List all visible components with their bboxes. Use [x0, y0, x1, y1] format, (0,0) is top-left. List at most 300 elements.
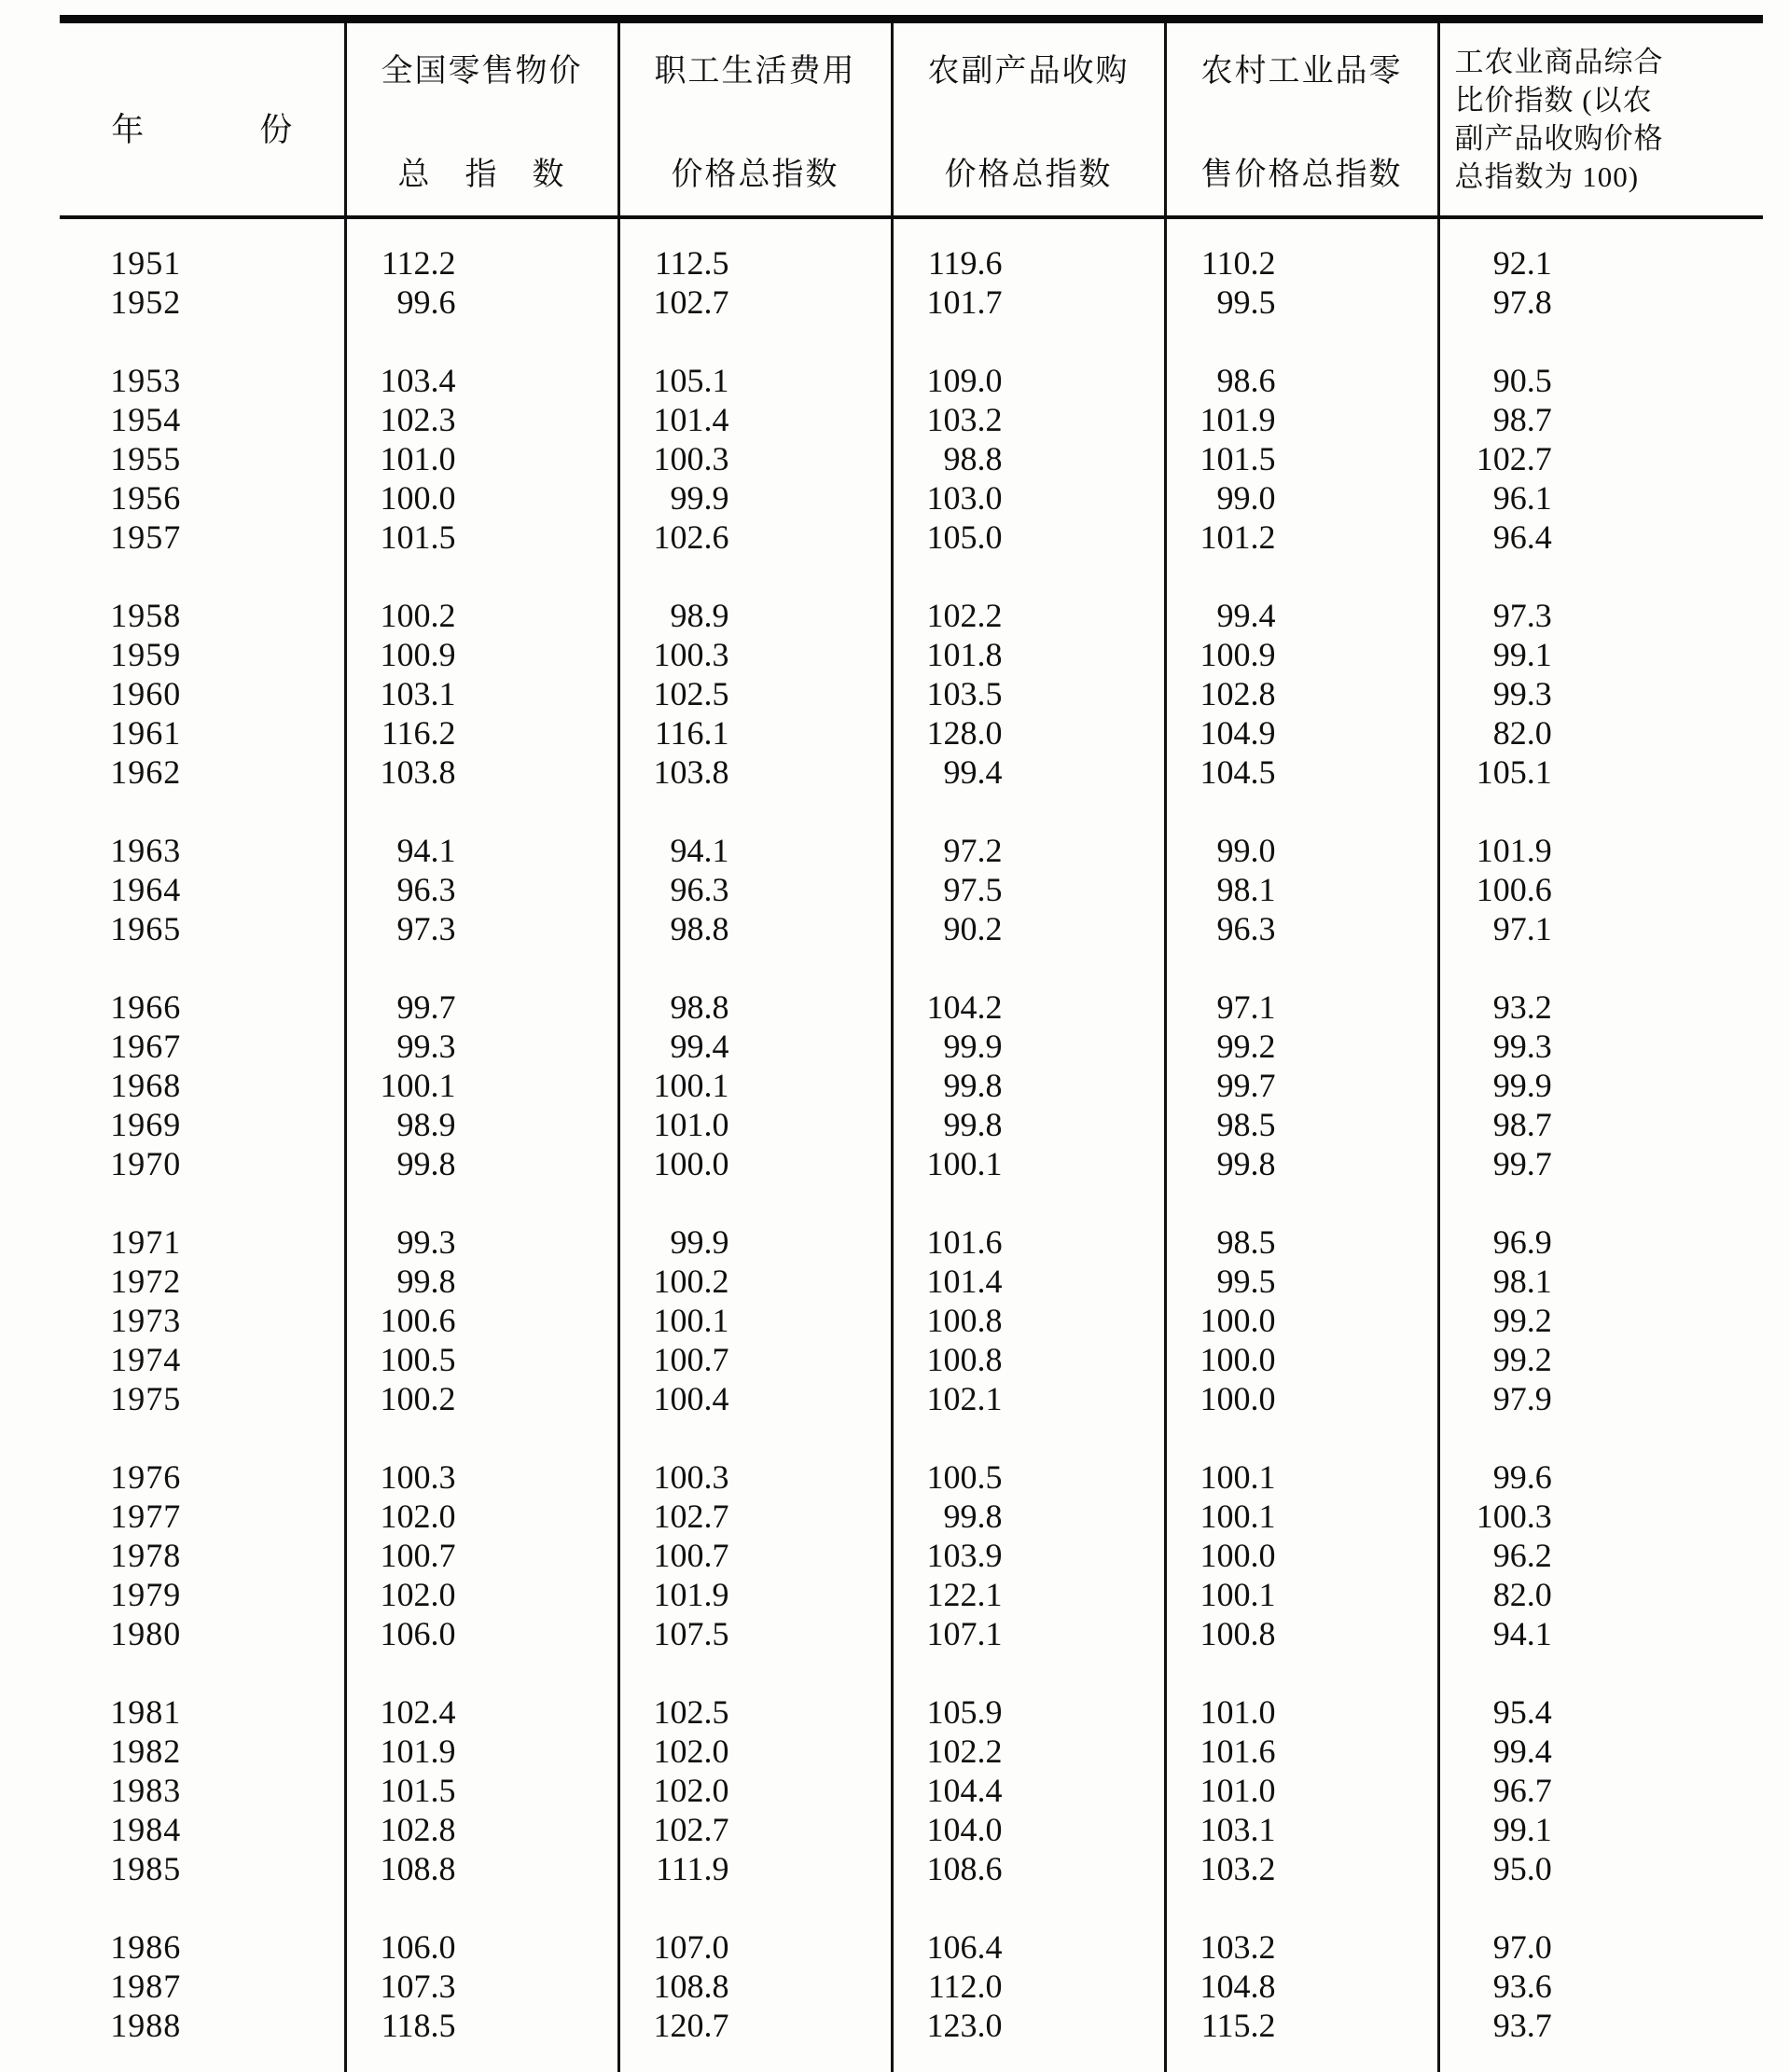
year-value: 1972	[110, 1263, 182, 1300]
year-cell	[60, 1027, 345, 1066]
year-cell	[60, 1849, 345, 1888]
index-value: 112.0	[927, 1968, 1003, 2005]
year-cell	[60, 1262, 345, 1301]
value-cell	[618, 1771, 892, 1810]
value-cell	[345, 1536, 618, 1575]
column-label	[894, 23, 1164, 215]
value-cell	[618, 1497, 892, 1536]
value-cell	[345, 988, 618, 1027]
spacer-cell	[60, 217, 345, 243]
value-cell	[1438, 909, 1763, 948]
value-cell	[892, 1575, 1165, 1614]
year-cell	[60, 1301, 345, 1340]
index-value: 98.8	[943, 440, 1003, 477]
index-value: 100.0	[1200, 1341, 1276, 1378]
year-label-part: 年	[111, 112, 145, 148]
index-value: 99.1	[1492, 636, 1552, 673]
value-cell	[345, 2006, 618, 2045]
value-cell	[345, 1575, 618, 1614]
index-value: 97.3	[1492, 597, 1552, 634]
value-cell	[1438, 478, 1763, 518]
value-cell	[1165, 1497, 1438, 1536]
index-value: 101.0	[380, 440, 456, 477]
year-value: 1955	[110, 440, 182, 477]
index-value: 96.3	[396, 871, 456, 908]
table-row	[60, 1732, 1763, 1771]
value-cell	[892, 400, 1165, 439]
value-cell	[892, 1849, 1165, 1888]
value-cell	[618, 713, 892, 753]
value-cell	[345, 1027, 618, 1066]
value-cell	[345, 596, 618, 635]
column-label-line: 比价指数 (以农	[1454, 84, 1653, 117]
year-cell	[60, 1340, 345, 1379]
value-cell	[1438, 1497, 1763, 1536]
index-value: 102.5	[653, 675, 729, 712]
year-cell	[60, 1771, 345, 1810]
index-value: 103.1	[1200, 1811, 1276, 1848]
value-cell	[1438, 713, 1763, 753]
value-cell	[618, 361, 892, 400]
value-cell	[618, 478, 892, 518]
index-value: 105.1	[653, 362, 729, 399]
spacer-cell	[892, 1888, 1165, 1927]
index-value: 100.1	[653, 1302, 729, 1339]
value-cell	[892, 1497, 1165, 1536]
value-cell	[618, 1732, 892, 1771]
index-value: 101.2	[1200, 518, 1276, 556]
value-cell	[892, 2006, 1165, 2045]
spacer-cell	[1438, 792, 1763, 831]
table-row	[60, 1262, 1763, 1301]
value-cell	[618, 1849, 892, 1888]
index-value: 99.9	[670, 1223, 729, 1261]
index-value: 100.1	[380, 1067, 456, 1104]
spacer-cell	[892, 1418, 1165, 1457]
year-value: 1980	[110, 1615, 182, 1652]
header-national-retail-price-index	[345, 20, 618, 218]
value-cell	[618, 1575, 892, 1614]
year-value: 1960	[110, 675, 182, 712]
year-value: 1958	[110, 597, 182, 634]
value-cell	[618, 1340, 892, 1379]
table-row	[60, 1692, 1763, 1732]
value-cell	[1438, 1771, 1763, 1810]
year-value: 1963	[110, 832, 182, 869]
index-value: 97.1	[1492, 910, 1552, 947]
index-value: 108.8	[653, 1968, 729, 2005]
table-body	[60, 217, 1763, 2072]
index-value: 103.2	[1200, 1928, 1276, 1966]
index-value: 101.8	[926, 636, 1003, 673]
index-value: 103.5	[926, 675, 1003, 712]
index-value: 104.4	[926, 1772, 1003, 1809]
value-cell	[1165, 1692, 1438, 1732]
value-cell	[1438, 1066, 1763, 1105]
value-cell	[345, 1967, 618, 2006]
index-value: 112.2	[381, 244, 456, 282]
spacer-cell	[618, 2045, 892, 2072]
value-cell	[618, 518, 892, 557]
spacer-cell	[892, 792, 1165, 831]
value-cell	[1165, 1536, 1438, 1575]
index-value: 103.4	[380, 362, 456, 399]
value-cell	[892, 1771, 1165, 1810]
year-value: 1978	[110, 1537, 182, 1574]
spacer-cell	[60, 1653, 345, 1692]
group-gap-row	[60, 1183, 1763, 1222]
year-value: 1952	[110, 283, 182, 321]
table-row	[60, 1457, 1763, 1497]
value-cell	[345, 361, 618, 400]
value-cell	[345, 1262, 618, 1301]
value-cell	[1165, 1144, 1438, 1183]
year-cell	[60, 1575, 345, 1614]
value-cell	[1438, 1536, 1763, 1575]
index-value: 100.2	[380, 597, 456, 634]
index-value: 100.8	[926, 1302, 1003, 1339]
spacer-cell	[618, 322, 892, 361]
value-cell	[1438, 1301, 1763, 1340]
spacer-cell	[60, 1183, 345, 1222]
year-cell	[60, 478, 345, 518]
value-cell	[345, 243, 618, 283]
spacer-cell	[1165, 948, 1438, 988]
table-row	[60, 909, 1763, 948]
index-value: 99.3	[1492, 1028, 1552, 1065]
value-cell	[618, 635, 892, 674]
value-cell	[1438, 674, 1763, 713]
value-cell	[1165, 1027, 1438, 1066]
value-cell	[1438, 361, 1763, 400]
value-cell	[618, 1692, 892, 1732]
year-value: 1974	[110, 1341, 182, 1378]
spacer-cell	[1438, 1653, 1763, 1692]
value-cell	[1165, 596, 1438, 635]
spacer-cell	[60, 1888, 345, 1927]
value-cell	[892, 831, 1165, 870]
index-value: 100.0	[380, 479, 456, 517]
index-value: 99.0	[1216, 479, 1276, 517]
year-value: 1968	[110, 1067, 182, 1104]
group-gap-row	[60, 322, 1763, 361]
spacer-cell	[60, 2045, 345, 2072]
index-value: 97.3	[396, 910, 456, 947]
column-label-line: 全国零售物价	[381, 54, 583, 89]
value-cell	[1165, 1614, 1438, 1653]
index-value: 100.3	[653, 440, 729, 477]
value-cell	[1438, 1027, 1763, 1066]
value-cell	[345, 1849, 618, 1888]
index-value: 107.3	[380, 1968, 456, 2005]
spacer-cell	[1165, 1418, 1438, 1457]
index-value: 100.6	[380, 1302, 456, 1339]
year-cell	[60, 1810, 345, 1849]
spacer-cell	[892, 217, 1165, 243]
index-value: 102.8	[1200, 675, 1276, 712]
table-row	[60, 283, 1763, 322]
value-cell	[892, 1222, 1165, 1262]
value-cell	[1165, 400, 1438, 439]
index-value: 97.2	[943, 832, 1003, 869]
index-value: 105.1	[1476, 753, 1552, 791]
column-label	[620, 23, 891, 215]
spacer-cell	[618, 217, 892, 243]
year-value: 1984	[110, 1811, 182, 1848]
year-value: 1987	[110, 1968, 182, 2005]
value-cell	[1165, 439, 1438, 478]
value-cell	[892, 1144, 1165, 1183]
value-cell	[892, 1810, 1165, 1849]
year-cell	[60, 1967, 345, 2006]
value-cell	[618, 243, 892, 283]
value-cell	[1438, 283, 1763, 322]
value-cell	[618, 1105, 892, 1144]
year-cell	[60, 1144, 345, 1183]
index-value: 99.2	[1492, 1302, 1552, 1339]
index-value: 107.1	[926, 1615, 1003, 1652]
index-value: 100.7	[653, 1537, 729, 1574]
value-cell	[892, 1027, 1165, 1066]
value-cell	[1438, 1262, 1763, 1301]
value-cell	[618, 283, 892, 322]
index-value: 100.0	[1200, 1537, 1276, 1574]
index-value: 101.5	[1200, 440, 1276, 477]
spacer-cell	[892, 2045, 1165, 2072]
group-gap-row	[60, 557, 1763, 596]
index-value: 101.9	[1476, 832, 1552, 869]
spacer-cell	[1165, 792, 1438, 831]
year-cell	[60, 1927, 345, 1967]
index-value: 108.8	[380, 1850, 456, 1887]
value-cell	[1165, 1849, 1438, 1888]
index-value: 104.5	[1200, 753, 1276, 791]
table-row	[60, 1066, 1763, 1105]
index-value: 99.9	[1492, 1067, 1552, 1104]
value-cell	[1165, 1301, 1438, 1340]
table-header	[60, 20, 1763, 218]
year-cell	[60, 870, 345, 909]
value-cell	[345, 674, 618, 713]
spacer-cell	[618, 948, 892, 988]
spacer-cell	[892, 322, 1165, 361]
value-cell	[892, 753, 1165, 792]
index-value: 102.0	[380, 1498, 456, 1535]
table-row	[60, 400, 1763, 439]
spacer-cell	[618, 557, 892, 596]
value-cell	[1165, 1967, 1438, 2006]
year-value: 1970	[110, 1145, 182, 1182]
year-value: 1957	[110, 518, 182, 556]
spacer-cell	[345, 1888, 618, 1927]
year-cell	[60, 596, 345, 635]
value-cell	[1165, 1771, 1438, 1810]
spacer-cell	[1438, 1183, 1763, 1222]
spacer-cell	[60, 948, 345, 988]
year-value: 1973	[110, 1302, 182, 1339]
year-cell	[60, 1536, 345, 1575]
index-value: 99.8	[943, 1067, 1003, 1104]
column-label-line: 农副产品收购	[927, 54, 1130, 89]
value-cell	[892, 243, 1165, 283]
index-value: 99.3	[396, 1028, 456, 1065]
column-label-line: 售价格总指数	[1200, 158, 1403, 192]
year-cell	[60, 1692, 345, 1732]
index-value: 99.2	[1492, 1341, 1552, 1378]
index-value: 99.5	[1216, 1263, 1276, 1300]
year-cell	[60, 361, 345, 400]
year-cell	[60, 400, 345, 439]
index-value: 128.0	[926, 714, 1003, 752]
index-value: 100.1	[1200, 1458, 1276, 1496]
index-value: 100.1	[1200, 1498, 1276, 1535]
value-cell	[1165, 988, 1438, 1027]
year-cell	[60, 1066, 345, 1105]
index-value: 100.3	[1476, 1498, 1552, 1535]
index-value: 100.7	[653, 1341, 729, 1378]
index-value: 100.3	[653, 636, 729, 673]
column-label-line: 价格总指数	[944, 158, 1113, 192]
index-value: 93.2	[1492, 988, 1552, 1026]
index-value: 103.2	[1200, 1850, 1276, 1887]
index-value: 100.4	[653, 1380, 729, 1417]
group-gap-row	[60, 1888, 1763, 1927]
year-value: 1954	[110, 401, 182, 438]
index-value: 100.9	[1200, 636, 1276, 673]
index-value: 105.0	[926, 518, 1003, 556]
index-value: 101.9	[1200, 401, 1276, 438]
year-value: 1969	[110, 1106, 182, 1143]
year-value: 1979	[110, 1576, 182, 1613]
index-value: 116.2	[381, 714, 456, 752]
value-cell	[618, 870, 892, 909]
index-value: 99.3	[396, 1223, 456, 1261]
index-value: 101.9	[380, 1733, 456, 1770]
column-label-line: 价格总指数	[671, 158, 839, 192]
value-cell	[618, 1301, 892, 1340]
value-cell	[1438, 518, 1763, 557]
year-cell	[60, 1497, 345, 1536]
value-cell	[618, 988, 892, 1027]
year-cell	[60, 1457, 345, 1497]
table-row	[60, 674, 1763, 713]
value-cell	[892, 1066, 1165, 1105]
spacer-cell	[1165, 557, 1438, 596]
table-row	[60, 870, 1763, 909]
index-value: 96.2	[1492, 1537, 1552, 1574]
value-cell	[892, 1340, 1165, 1379]
index-value: 100.3	[653, 1458, 729, 1496]
value-cell	[1438, 1144, 1763, 1183]
header-industrial-agricultural-ratio-index	[1438, 20, 1763, 218]
index-value: 99.8	[1216, 1145, 1276, 1182]
year-value: 1965	[110, 910, 182, 947]
index-value: 101.5	[380, 518, 456, 556]
value-cell	[1438, 1340, 1763, 1379]
index-value: 104.0	[926, 1811, 1003, 1848]
value-cell	[618, 1066, 892, 1105]
spacer-cell	[60, 557, 345, 596]
value-cell	[1165, 478, 1438, 518]
year-value: 1956	[110, 479, 182, 517]
value-cell	[892, 1536, 1165, 1575]
spacer-cell	[618, 792, 892, 831]
year-cell	[60, 1732, 345, 1771]
value-cell	[345, 1497, 618, 1536]
value-cell	[345, 870, 618, 909]
value-cell	[618, 1222, 892, 1262]
index-value: 96.3	[1216, 910, 1276, 947]
value-cell	[618, 1967, 892, 2006]
value-cell	[1438, 243, 1763, 283]
index-value: 96.9	[1492, 1223, 1552, 1261]
index-value: 96.4	[1492, 518, 1552, 556]
index-value: 99.3	[1492, 675, 1552, 712]
index-value: 97.5	[943, 871, 1003, 908]
value-cell	[618, 1614, 892, 1653]
index-value: 102.4	[380, 1693, 456, 1731]
table-row	[60, 2006, 1763, 2045]
year-value: 1988	[110, 2007, 182, 2044]
index-value: 119.6	[927, 244, 1003, 282]
year-cell	[60, 674, 345, 713]
value-cell	[1165, 713, 1438, 753]
value-cell	[345, 1614, 618, 1653]
year-value: 1967	[110, 1028, 182, 1065]
index-value: 106.4	[926, 1928, 1003, 1966]
index-value: 99.8	[396, 1263, 456, 1300]
year-cell	[60, 831, 345, 870]
value-cell	[1165, 1810, 1438, 1849]
spacer-cell	[1438, 1418, 1763, 1457]
value-cell	[345, 1222, 618, 1262]
index-value: 102.3	[380, 401, 456, 438]
table-row	[60, 1027, 1763, 1066]
value-cell	[1165, 1262, 1438, 1301]
value-cell	[892, 1379, 1165, 1418]
index-value: 106.0	[380, 1615, 456, 1652]
value-cell	[1438, 635, 1763, 674]
header-spacing-row	[60, 217, 1763, 243]
year-value: 1959	[110, 636, 182, 673]
index-value: 98.8	[670, 988, 729, 1026]
value-cell	[345, 1301, 618, 1340]
value-cell	[892, 1732, 1165, 1771]
index-value: 115.2	[1200, 2007, 1276, 2044]
value-cell	[892, 674, 1165, 713]
year-cell	[60, 283, 345, 322]
year-cell	[60, 1379, 345, 1418]
header-year-column	[60, 20, 345, 218]
value-cell	[345, 1732, 618, 1771]
value-cell	[892, 988, 1165, 1027]
index-value: 99.7	[396, 988, 456, 1026]
index-value: 122.1	[926, 1576, 1003, 1613]
table-row	[60, 1927, 1763, 1967]
value-cell	[892, 713, 1165, 753]
value-cell	[1165, 1340, 1438, 1379]
spacer-cell	[1165, 1888, 1438, 1927]
spacer-cell	[1165, 1183, 1438, 1222]
year-cell	[60, 988, 345, 1027]
header-row	[60, 20, 1763, 218]
index-value: 82.0	[1492, 1576, 1552, 1613]
table-row	[60, 753, 1763, 792]
year-value: 1986	[110, 1928, 182, 1966]
year-value: 1985	[110, 1850, 182, 1887]
index-value: 98.5	[1216, 1106, 1276, 1143]
year-cell	[60, 243, 345, 283]
